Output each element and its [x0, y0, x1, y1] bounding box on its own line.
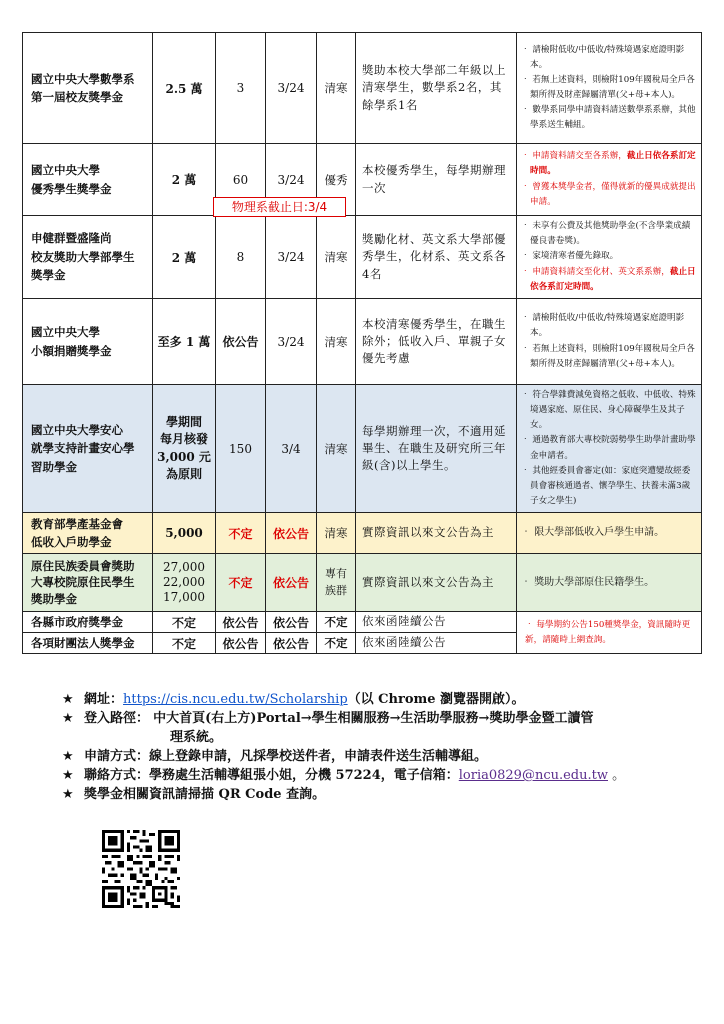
scholarship-link[interactable]: https://cis.ncu.edu.tw/Scholarship: [123, 692, 348, 707]
table-row: [23, 33, 702, 144]
notes: ‧ 獎助大學部原住民籍學生。: [517, 554, 702, 612]
amount: 不定: [153, 612, 216, 633]
qualification: 本校優秀學生，每學期辦理一次: [356, 144, 517, 216]
deadline: 3/24: [266, 216, 317, 299]
amount: 2.5 萬: [153, 33, 216, 144]
scholarship-name: 國立中央大學數學系 第一屆校友獎學金: [23, 33, 153, 144]
deadline: 依公告: [266, 513, 317, 554]
qualification: 每學期辦理一次，不適用延畢生、在職生及研究所三年級(含)以上學生。: [356, 385, 517, 513]
category: 清寒: [317, 385, 356, 513]
notes: ‧ 符合學雜費減免資格之低收、中低收、特殊境遇家庭、原住民、身心障礙學生及其子女。 ‧ 通過教育部大專校院弱勢學生助學計畫助學金申請者。 ‧ 其他經委員會審定(如：家庭突遭變故經委員會審核通過者、懷孕學生、扶養未滿3歲子女之學生): [517, 385, 702, 513]
table-row: [23, 144, 702, 216]
notes: ‧ 每學期約公告150種獎學金，資訊隨時更新，請隨時上網查詢。: [517, 612, 702, 654]
table-row: [23, 385, 702, 513]
qualification: 依來函陸續公告: [356, 633, 517, 654]
table-row: [23, 513, 702, 554]
star-icon: ★: [62, 692, 74, 707]
amount: 5,000: [153, 513, 216, 554]
url-line: ★ 網址：https://cis.ncu.edu.tw/Scholarship（以 Chrome 瀏覽器開啟）。: [62, 692, 525, 707]
qualification: 獎勵化材、英文系大學部優秀學生，化材系、英文系各4名: [356, 216, 517, 299]
notes: ‧ 請檢附低收/中低收/特殊境遇家庭證明影本。 ‧ 若無上述資料，則檢附109年國稅局全戶各類所得及財產歸屬清單(父+母+本人)。: [517, 299, 702, 385]
quota: 150: [216, 385, 266, 513]
apply-method-line: ★ 申請方式：線上登錄申請，凡採學校送件者，申請表件送生活輔導組。: [62, 749, 488, 764]
qr-line: ★ 獎學金相關資訊請掃描 QR Code 查詢。: [62, 787, 326, 802]
category: 專有族群: [317, 554, 356, 612]
notes: ‧ 限大學部低收入戶學生申請。: [517, 513, 702, 554]
deadline: 3/24: [266, 299, 317, 385]
notes: ‧ 申請資料請交至各系辦，截止日依各系訂定時間。 ‧ 曾獲本獎學金者，僅得就新的優異成就提出申請。: [517, 144, 702, 216]
deadline: 依公告: [266, 633, 317, 654]
star-icon: ★: [62, 768, 74, 783]
scholarship-name: 教育部學產基金會 低收入戶助學金: [23, 513, 153, 554]
email-link[interactable]: loria0829@ncu.edu.tw: [458, 768, 608, 783]
login-path-line: ★ 登入路徑： 中大首頁(右上方)Portal→學生相關服務→生活助學服務→獎助學金暨工讀管: [62, 711, 594, 726]
quota: 依公告: [216, 633, 266, 654]
category: 不定: [317, 633, 356, 654]
quota: 依公告: [216, 299, 266, 385]
qualification: 本校清寒優秀學生，在職生除外；低收入戶、單親子女優先考慮: [356, 299, 517, 385]
quota: 不定: [216, 513, 266, 554]
scholarship-name: 國立中央大學 優秀學生獎學金: [23, 144, 153, 216]
info-section: [62, 690, 702, 804]
table-row: [23, 299, 702, 385]
qr-code-icon: [102, 830, 180, 908]
scholarship-name: 原住民族委員會獎助 大專校院原住民學生 獎助學金: [23, 554, 153, 612]
category: 清寒: [317, 33, 356, 144]
category: 清寒: [317, 299, 356, 385]
deadline: 3/24: [266, 33, 317, 144]
deadline: 3/24: [266, 144, 317, 216]
qualification: 依來函陸續公告: [356, 612, 517, 633]
amount: 2 萬: [153, 144, 216, 216]
physics-deadline-stamp: 物理系截止日:3/4: [213, 197, 346, 217]
star-icon: ★: [62, 787, 74, 802]
scholarship-name: 申健群暨盛隆尚 校友獎助大學部學生 獎學金: [23, 216, 153, 299]
amount: 學期間 每月核發 3,000 元 為原則: [153, 385, 216, 513]
quota: 3: [216, 33, 266, 144]
deadline: 依公告: [266, 612, 317, 633]
quota: 60: [216, 144, 266, 216]
amount: 不定: [153, 633, 216, 654]
amount: 27,000 22,000 17,000: [153, 554, 216, 612]
qualification: 獎助本校大學部二年級以上清寒學生，數學系2名，其餘學系1名: [356, 33, 517, 144]
quota: 不定: [216, 554, 266, 612]
star-icon: ★: [62, 749, 74, 764]
amount: 至多 1 萬: [153, 299, 216, 385]
notes: ‧ 未享有公費及其他獎助學金(不含學業成績優良書卷獎)。 ‧ 家境清寒者優先錄取。 ‧ 申請資料請交至化材、英文系系辦，截止日依各系訂定時間。: [517, 216, 702, 299]
category: 優秀: [317, 144, 356, 216]
table-row: [23, 216, 702, 299]
scholarship-name: 各項財團法人獎學金: [23, 633, 153, 654]
quota: 依公告: [216, 612, 266, 633]
category: 清寒: [317, 216, 356, 299]
login-path-continued: 理系統。: [170, 730, 223, 745]
deadline: 3/4: [266, 385, 317, 513]
scholarship-name: 國立中央大學 小額捐贈獎學金: [23, 299, 153, 385]
amount: 2 萬: [153, 216, 216, 299]
deadline: 依公告: [266, 554, 317, 612]
table-row: [23, 554, 702, 612]
star-icon: ★: [62, 711, 74, 726]
qualification: 實際資訊以來文公告為主: [356, 513, 517, 554]
category: 不定: [317, 612, 356, 633]
scholarship-table: [22, 32, 702, 654]
quota: 8: [216, 216, 266, 299]
category: 清寒: [317, 513, 356, 554]
table-row: [23, 612, 702, 633]
notes: ‧ 請檢附低收/中低收/特殊境遇家庭證明影本。 ‧ 若無上述資料，則檢附109年國稅局全戶各類所得及財產歸屬清單(父+母+本人)。 ‧ 數學系同學申請資料請送數學系系辦，其他學系送生輔組。: [517, 33, 702, 144]
scholarship-name: 國立中央大學安心 就學支持計畫安心學 習助學金: [23, 385, 153, 513]
scholarship-name: 各縣市政府獎學金: [23, 612, 153, 633]
contact-line: ★ 聯絡方式：學務處生活輔導組張小姐，分機 57224，電子信箱：loria0829@ncu.edu.tw 。: [62, 768, 626, 783]
qualification: 實際資訊以來文公告為主: [356, 554, 517, 612]
